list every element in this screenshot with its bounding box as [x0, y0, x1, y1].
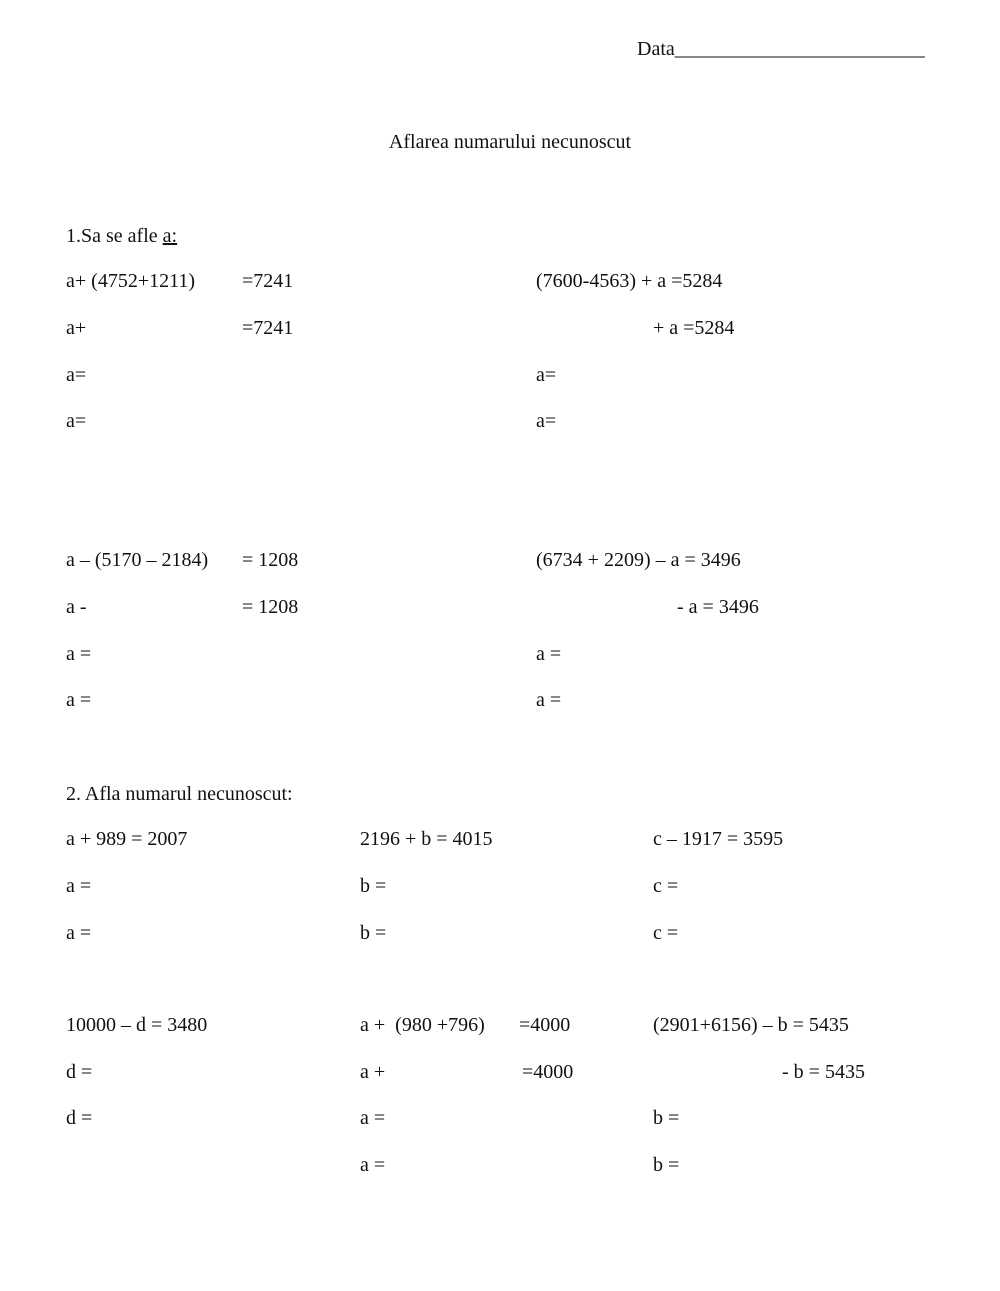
ex2-r2-c1-line1: 10000 – d = 3480 — [66, 1014, 208, 1036]
ex2-r1-c2-line1: 2196 + b = 4015 — [360, 828, 493, 850]
ex1-b2-right-line3: a = — [536, 643, 562, 665]
ex1-b2-left-line2-result: = 1208 — [242, 596, 299, 618]
ex2-r2-c3-line3: b = — [653, 1107, 680, 1129]
ex2-r1-c3-line3: c = — [653, 922, 679, 944]
ex2-r2-c2-line3: a = — [360, 1107, 386, 1129]
ex1-b1-right-line1: (7600-4563) + a =5284 — [536, 270, 723, 292]
ex1-b1-left-line4: a= — [66, 410, 87, 432]
ex1-b2-left-line1-expr: a – (5170 – 2184) — [66, 549, 209, 571]
ex2-r1-c2-line2: b = — [360, 875, 387, 897]
ex1-b1-right-line3: a= — [536, 364, 557, 386]
ex2-r2-c2-line1-expr: a + (980 +796) — [360, 1014, 485, 1036]
ex1-b2-left-line3: a = — [66, 643, 92, 665]
ex1-b1-left-line1-result: =7241 — [242, 270, 294, 292]
ex2-r2-c3-line1: (2901+6156) – b = 5435 — [653, 1014, 849, 1036]
ex1-b2-right-line1: (6734 + 2209) – a = 3496 — [536, 549, 741, 571]
ex1-b2-right-line4: a = — [536, 689, 562, 711]
ex2-r2-c2-line2-result: =4000 — [522, 1061, 574, 1083]
ex1-b2-left-line4: a = — [66, 689, 92, 711]
page-title: Aflarea numarului necunoscut — [388, 131, 632, 153]
ex1-b1-left-line3: a= — [66, 364, 87, 386]
date-field-label: Data_________________________ — [637, 38, 925, 60]
exercise-1-heading-variable: a: — [162, 225, 178, 247]
exercise-2-heading: 2. Afla numarul necunoscut: — [66, 783, 293, 805]
ex2-r1-c1-line2: a = — [66, 875, 92, 897]
ex2-r2-c3-line4: b = — [653, 1154, 680, 1176]
ex2-r2-c1-line3: d = — [66, 1107, 93, 1129]
ex2-r2-c1-line2: d = — [66, 1061, 93, 1083]
ex1-b1-right-line2: + a =5284 — [653, 317, 735, 339]
ex2-r2-c3-line2: - b = 5435 — [782, 1061, 865, 1083]
ex2-r2-c2-line4: a = — [360, 1154, 386, 1176]
exercise-1-heading-text: 1.Sa se afle — [66, 225, 163, 247]
ex2-r1-c3-line1: c – 1917 = 3595 — [653, 828, 784, 850]
ex1-b2-right-line2: - a = 3496 — [677, 596, 759, 618]
ex2-r1-c2-line3: b = — [360, 922, 387, 944]
ex1-b1-left-line2-expr: a+ — [66, 317, 87, 339]
ex2-r1-c1-line3: a = — [66, 922, 92, 944]
ex1-b1-left-line2-result: =7241 — [242, 317, 294, 339]
ex2-r1-c3-line2: c = — [653, 875, 679, 897]
ex1-b1-left-line1-expr: a+ (4752+1211) — [66, 270, 196, 292]
ex2-r1-c1-line1: a + 989 = 2007 — [66, 828, 188, 850]
ex1-b2-left-line1-result: = 1208 — [242, 549, 299, 571]
ex2-r2-c2-line1-result: =4000 — [519, 1014, 571, 1036]
ex1-b2-left-line2-expr: a - — [66, 596, 87, 618]
ex1-b1-right-line4: a= — [536, 410, 557, 432]
exercise-1-heading — [66, 224, 177, 248]
ex2-r2-c2-line2-expr: a + — [360, 1061, 386, 1083]
